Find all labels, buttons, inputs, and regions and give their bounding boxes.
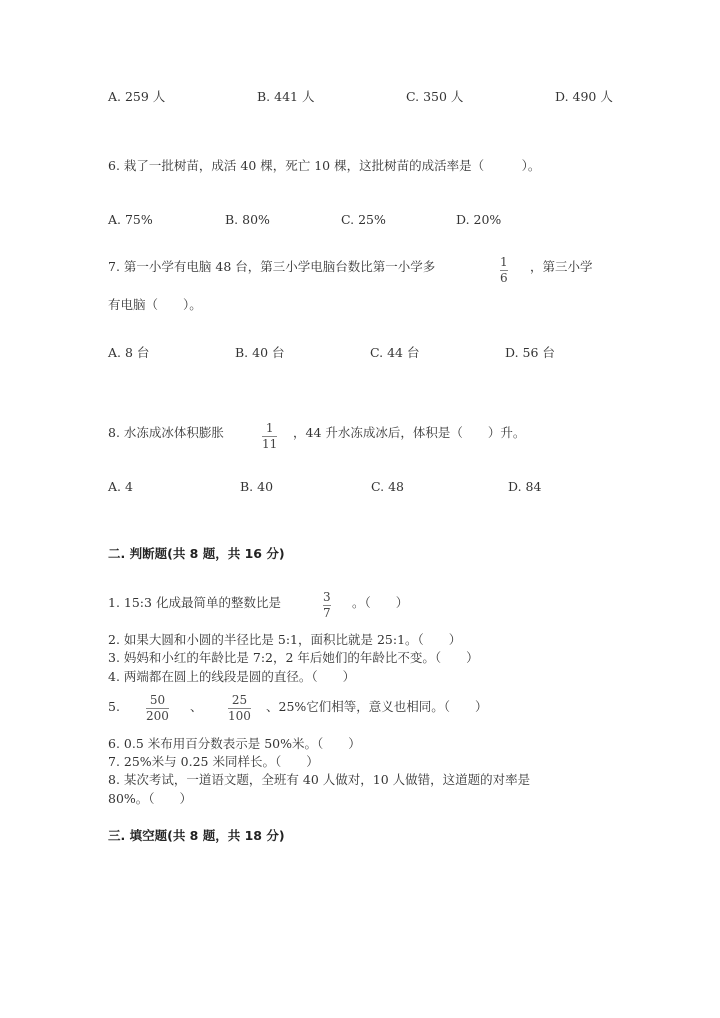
question-7: 7. 第一小学有电脑 48 台，第三小学电脑台数比第一小学多: [108, 259, 436, 274]
fraction: [323, 591, 331, 620]
option-b: B. 40: [240, 479, 274, 494]
numerator: 1: [265, 421, 274, 435]
separator: 、: [190, 699, 203, 714]
judge-1: 1. 15:3 化成最简单的整数比是: [108, 595, 281, 610]
option-d: D. 20%: [456, 212, 502, 227]
option-d: D. 490 人: [555, 89, 613, 104]
question-7-cont: ，第三小学: [530, 259, 593, 274]
numerator: 50: [149, 693, 166, 707]
judge-8-line2: 80%。（ ）: [108, 791, 193, 806]
numerator: 25: [231, 693, 248, 707]
fraction: [146, 694, 169, 723]
option-a: A. 75%: [108, 212, 153, 227]
fraction: [228, 694, 251, 723]
option-b: B. 441 人: [257, 89, 315, 104]
numerator: 1: [500, 255, 508, 269]
question-6: 6. 栽了一批树苗，成活 40 棵，死亡 10 棵，这批树苗的成活率是（ ）。: [108, 158, 541, 173]
fraction: [262, 422, 277, 451]
denominator: 200: [146, 709, 169, 723]
option-c: C. 44 台: [370, 345, 420, 360]
judge-1-cont: 。（ ）: [352, 595, 409, 610]
option-a: A. 8 台: [108, 345, 150, 360]
option-a: A. 4: [108, 479, 133, 494]
fraction: [500, 256, 508, 285]
judge-7: 7. 25%米与 0.25 米同样长。（ ）: [108, 754, 319, 769]
question-8: 8. 水冻成冰体积膨胀: [108, 425, 224, 440]
denominator: 100: [228, 709, 251, 723]
denominator: 7: [323, 606, 331, 620]
denominator: 6: [500, 271, 508, 285]
numerator: 3: [323, 590, 331, 604]
option-d: D. 56 台: [505, 345, 555, 360]
section-title: 二. 判断题(共 8 题，共 16 分): [108, 546, 285, 561]
judge-8: 8. 某次考试，一道语文题，全班有 40 人做对，10 人做错，这道题的对率是: [108, 772, 531, 787]
judge-5: 5.: [108, 699, 120, 714]
judge-3: 3. 妈妈和小红的年龄比是 7:2，2 年后她们的年龄比不变。（ ）: [108, 650, 479, 665]
judge-5-cont: 、25%它们相等，意义也相同。（ ）: [266, 699, 488, 714]
section-title: 三. 填空题(共 8 题，共 18 分): [108, 828, 285, 843]
judge-4: 4. 两端都在圆上的线段是圆的直径。（ ）: [108, 669, 356, 684]
denominator: 11: [262, 437, 278, 451]
option-d: D. 84: [508, 479, 542, 494]
option-c: C. 25%: [341, 212, 386, 227]
option-c: C. 48: [371, 479, 404, 494]
option-a: A. 259 人: [108, 89, 166, 104]
question-7-line2: 有电脑（ ）。: [108, 297, 202, 312]
question-8-cont: ，44 升水冻成冰后，体积是（ ）升。: [293, 425, 526, 440]
judge-6: 6. 0.5 米布用百分数表示是 50%米。（ ）: [108, 736, 361, 751]
judge-2: 2. 如果大圆和小圆的半径比是 5:1，面积比就是 25:1。（ ）: [108, 632, 462, 647]
option-c: C. 350 人: [406, 89, 464, 104]
option-b: B. 80%: [225, 212, 270, 227]
option-b: B. 40 台: [235, 345, 285, 360]
